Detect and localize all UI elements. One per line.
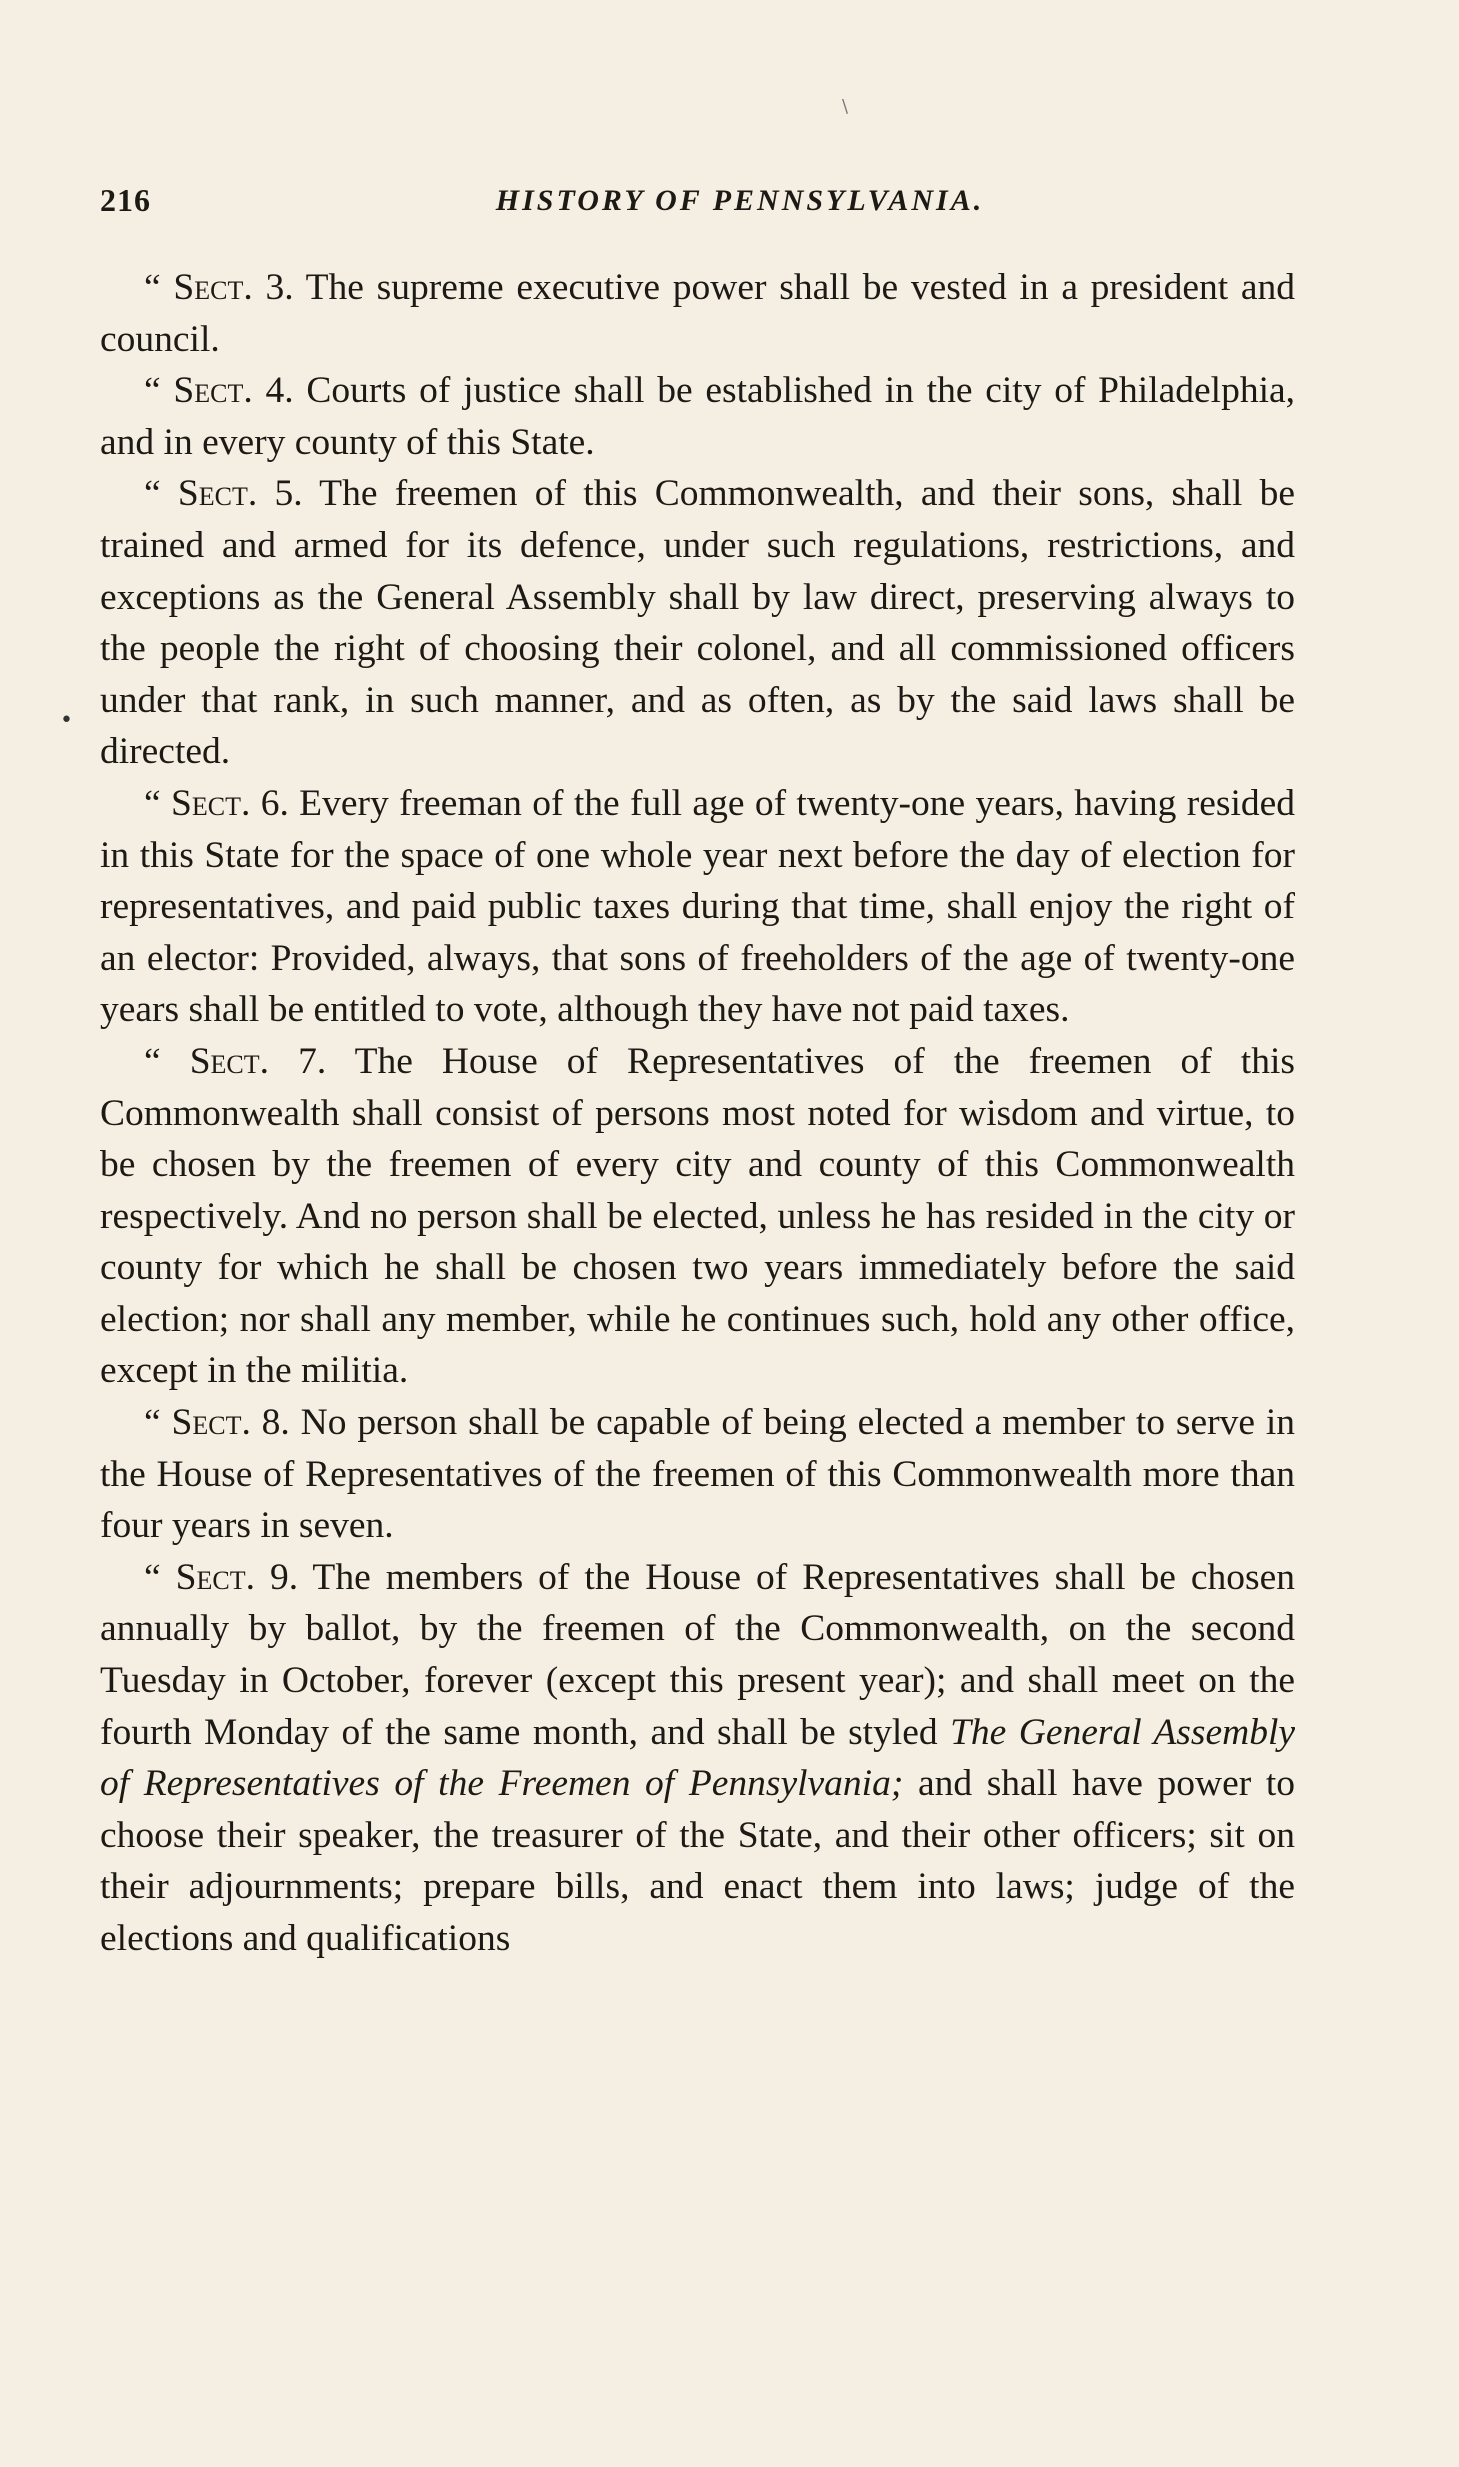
section-7 <box>100 1036 1295 1397</box>
section-number: 4. <box>252 370 294 412</box>
section-text: The members of the House of Representatives shall be chosen annually by ballot, by the freemen of the Commonwealth, on the second Tuesday in October, forever (except this present year); and shall meet on the fourth Monday of the same month, and shall be styled <box>100 1556 1295 1753</box>
section-number: 7. <box>269 1040 327 1082</box>
section-label: “ Sect. <box>144 473 258 515</box>
section-label: “ Sect. <box>144 1402 251 1444</box>
stray-dot: • <box>60 708 73 733</box>
section-number: 6. <box>250 782 289 824</box>
section-9 <box>100 1552 1295 1965</box>
section-text: No person shall be capable of being elected a member to serve in the House of Representatives of the freemen of this Commonwealth more than four years in seven. <box>100 1402 1296 1547</box>
section-text: The supreme executive power shall be vested in a president and council. <box>100 267 1296 360</box>
section-label: “ Sect. <box>144 370 253 412</box>
section-number: 8. <box>250 1402 290 1444</box>
running-title: HISTORY OF PENNSYLVANIA. <box>495 184 985 217</box>
section-text: Courts of justice shall be established in the city of Philadelphia, and in every county of this State. <box>100 370 1296 463</box>
section-number: 9. <box>254 1556 299 1598</box>
page-header <box>100 182 1300 226</box>
section-label: “ Sect. <box>144 782 251 824</box>
section-text-continued: and shall have power to choose their speaker, the treasurer of the State, and their other officers; sit on their adjournments; prepare bills, and enact them into laws; judge of the elections and qualifications <box>100 1763 1295 1959</box>
section-number: 3. <box>252 267 294 308</box>
page-number: 216 <box>100 182 151 218</box>
section-5 <box>100 468 1295 778</box>
section-3 <box>100 262 1295 365</box>
section-4 <box>100 365 1295 468</box>
stray-mark: \ <box>842 96 849 117</box>
section-8 <box>100 1397 1295 1552</box>
body-text <box>100 262 1295 1965</box>
section-text: The House of Representatives of the freemen of this Commonwealth shall consist of persons most noted for wisdom and virtue, to be chosen by the freemen of every city and county of this Commonwealth respectively. And no person shall be elected, unless he has resided in the city or county for which he shall be chosen two years immediately before the said election; nor shall any member, while he continues such, hold any other office, except in the militia. <box>100 1040 1295 1392</box>
section-text: The freemen of this Commonwealth, and their sons, shall be trained and armed for its defence, under such regulations, restrictions, and exceptions as the General Assembly shall by law direct, preserving always to the people the right of choosing their colonel, and all commissioned officers under that rank, in such manner, and as often, as by the said laws shall be directed. <box>100 473 1296 773</box>
section-text: Every freeman of the full age of twenty-one years, having resided in this State for the space of one whole year next before the day of election for representatives, and paid public taxes during that time, shall enjoy the right of an elector: Provided, always, that sons of freeholders of the age of twenty-one years shall be entitled to vote, although they have not paid taxes. <box>100 782 1296 1031</box>
section-label: “ Sect. <box>144 1556 255 1598</box>
section-number: 5. <box>257 473 303 515</box>
section-6 <box>100 778 1295 1036</box>
assembly-title-italic: The General Assembly of Representatives of the Freemen of Pennsylvania; <box>100 1711 1296 1805</box>
section-label: “ Sect. <box>144 267 253 308</box>
section-label: “ Sect. <box>144 1040 270 1082</box>
